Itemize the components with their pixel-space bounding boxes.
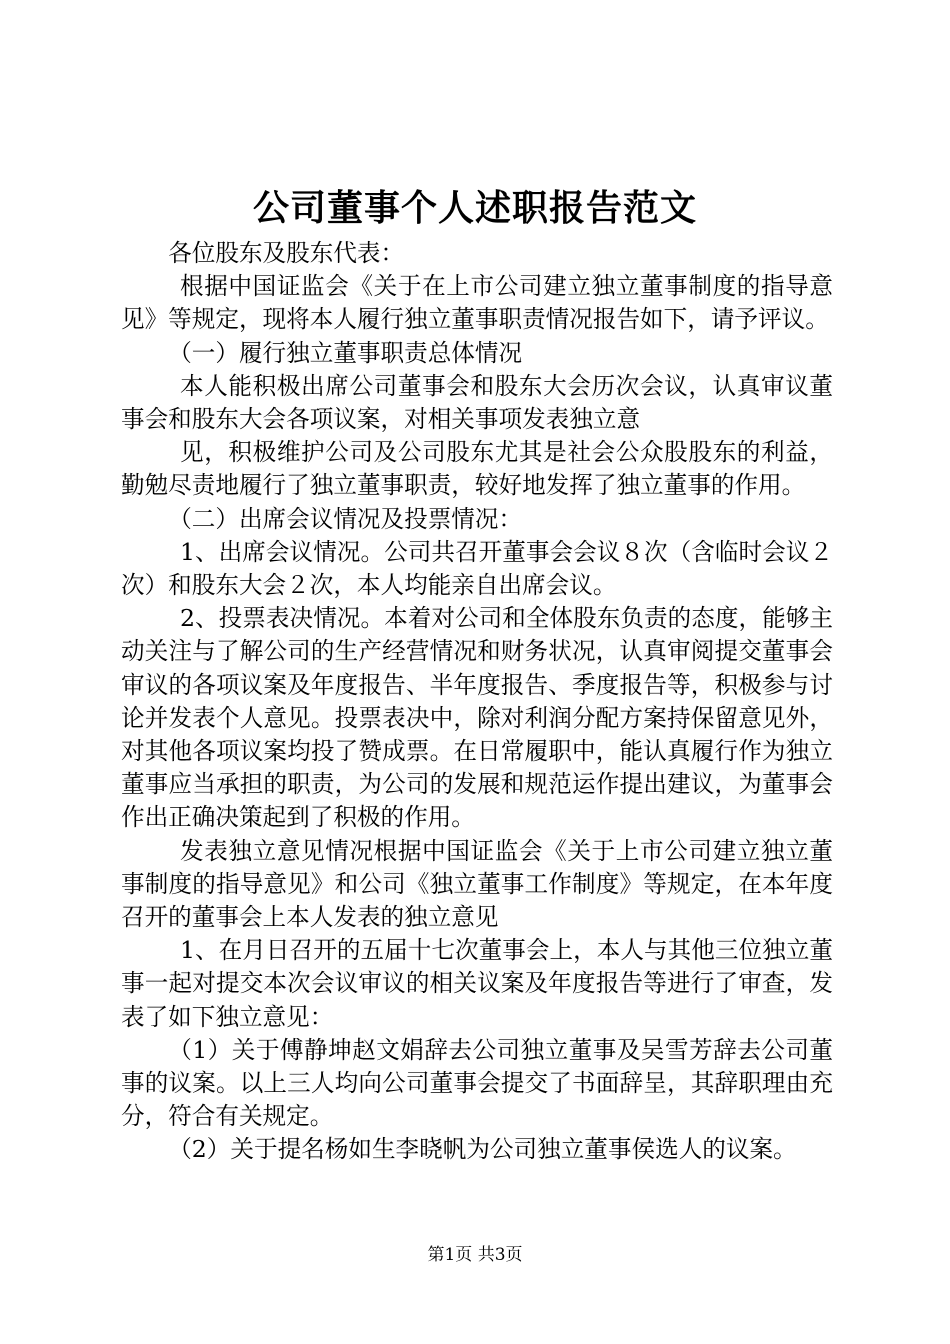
body-paragraph: 发表独立意见情况根据中国证监会《关于上市公司建立独立董事制度的指导意见》和公司《独立董事工作制度》等规定，在本年度召开的董事会上本人发表的独立意见 bbox=[121, 836, 833, 932]
body-paragraph: 根据中国证监会《关于在上市公司建立独立董事制度的指导意见》等规定，现将本人履行独立董事职责情况报告如下，请予评议。 bbox=[121, 272, 833, 334]
section-heading: （二）出席会议情况及投票情况： bbox=[168, 504, 523, 533]
body-paragraph: 1、出席会议情况。公司共召开董事会会议８次（含临时会议２次）和股东大会２次，本人均能亲自出席会议。 bbox=[121, 537, 833, 600]
body-paragraph: 见，积极维护公司及公司股东尤其是社会公众股股东的利益，勤勉尽责地履行了独立董事职责，较好地发挥了独立董事的作用。 bbox=[121, 438, 833, 500]
body-paragraph: 本人能积极出席公司董事会和股东大会历次会议，认真审议董事会和股东大会各项议案，对相关事项发表独立意 bbox=[121, 371, 833, 434]
document-body bbox=[121, 237, 833, 1167]
page-footer: 第1页 共3页 bbox=[427, 1245, 523, 1265]
body-paragraph: 1、在月日召开的五届十七次董事会上，本人与其他三位独立董事一起对提交本次会议审议的相关议案及年度报告等进行了审查，发表了如下独立意见： bbox=[121, 936, 833, 1031]
list-item: （1）关于傅静坤赵文娟辞去公司独立董事及吴雪芳辞去公司董事的议案。以上三人均向公司董事会提交了书面辞呈，其辞职理由充分，符合有关规定。 bbox=[121, 1035, 833, 1131]
salutation: 各位股东及股东代表： bbox=[168, 239, 405, 267]
body-paragraph: 2、投票表决情况。本着对公司和全体股东负责的态度，能够主动关注与了解公司的生产经营情况和财务状况，认真审阅提交董事会审议的各项议案及年度报告、半年度报告、季度报告等，积极参与讨论并发表个人意见。投票表决中，除对利润分配方案持保留意见外，对其他各项议案均投了赞成票。在日常履职中，能认真履行作为独立董事应当承担的职责，为公司的发展和规范运作提出建议，为董事会作出正确决策起到了积极的作用。 bbox=[121, 604, 833, 832]
list-item: （2）关于提名杨如生李晓帆为公司独立董事侯选人的议案。 bbox=[168, 1135, 797, 1164]
document-title: 公司董事个人述职报告范文 bbox=[252, 187, 697, 229]
section-heading: （一）履行独立董事职责总体情况 bbox=[168, 338, 523, 367]
